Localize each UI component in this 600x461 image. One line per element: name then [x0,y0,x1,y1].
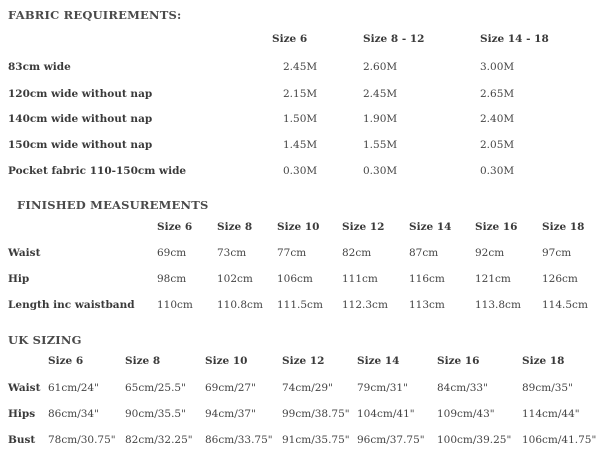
finished-row-label: Hip [8,273,30,285]
finished-cell: 92cm [475,247,505,259]
finished-cell: 112.3cm [342,299,388,311]
uk-cell: 94cm/37" [205,408,256,420]
fabric-header-size-6: Size 6 [272,33,308,45]
fabric-row-label: Pocket fabric 110-150cm wide [8,165,187,177]
uk-row-label: Waist [8,382,41,394]
uk-cell: 106cm/41.75" [522,434,597,446]
fabric-row-label: 83cm wide [8,61,71,73]
uk-row-label: Hips [8,408,36,420]
finished-cell: 102cm [217,273,253,285]
uk-header: Size 14 [357,355,400,367]
fabric-header-size-8-12: Size 8 - 12 [363,33,425,45]
finished-cell: 69cm [157,247,187,259]
uk-sizing-title: UK SIZING [8,333,82,347]
uk-cell: 84cm/33" [437,382,488,394]
fabric-requirements-title: FABRIC REQUIREMENTS: [8,8,182,22]
uk-header: Size 10 [205,355,248,367]
finished-cell: 106cm [277,273,313,285]
fabric-cell: 0.30M [480,165,515,177]
finished-header: Size 18 [542,221,585,233]
uk-cell: 89cm/35" [522,382,573,394]
fabric-row-label: 140cm wide without nap [8,113,153,125]
uk-cell: 86cm/33.75" [205,434,273,446]
uk-header: Size 6 [48,355,84,367]
finished-cell: 111cm [342,273,378,285]
finished-header: Size 6 [157,221,193,233]
uk-cell: 61cm/24" [48,382,99,394]
finished-cell: 73cm [217,247,247,259]
fabric-header-size-14-18: Size 14 - 18 [480,33,549,45]
fabric-cell: 2.60M [363,61,398,73]
uk-header: Size 16 [437,355,480,367]
finished-cell: 111.5cm [277,299,323,311]
uk-cell: 114cm/44" [522,408,580,420]
finished-cell: 126cm [542,273,578,285]
uk-cell: 86cm/34" [48,408,99,420]
fabric-cell: 2.15M [283,88,318,100]
finished-cell: 121cm [475,273,511,285]
fabric-cell: 1.90M [363,113,398,125]
uk-cell: 109cm/43" [437,408,495,420]
uk-cell: 69cm/27" [205,382,256,394]
finished-measurements-title: FINISHED MEASUREMENTS [17,198,209,212]
finished-header: Size 10 [277,221,320,233]
finished-cell: 110cm [157,299,193,311]
uk-cell: 104cm/41" [357,408,415,420]
finished-cell: 82cm [342,247,372,259]
finished-cell: 113.8cm [475,299,521,311]
finished-header: Size 12 [342,221,385,233]
fabric-row-label: 120cm wide without nap [8,88,153,100]
fabric-cell: 1.50M [283,113,318,125]
finished-header: Size 8 [217,221,253,233]
finished-header: Size 16 [475,221,518,233]
fabric-cell: 2.45M [283,61,318,73]
fabric-cell: 3.00M [480,61,515,73]
fabric-row-label: 150cm wide without nap [8,139,153,151]
fabric-cell: 2.65M [480,88,515,100]
uk-cell: 79cm/31" [357,382,408,394]
finished-cell: 97cm [542,247,572,259]
uk-cell: 100cm/39.25" [437,434,512,446]
uk-cell: 99cm/38.75" [282,408,350,420]
finished-cell: 87cm [409,247,439,259]
uk-cell: 74cm/29" [282,382,333,394]
fabric-cell: 1.55M [363,139,398,151]
uk-header: Size 18 [522,355,565,367]
uk-row-label: Bust [8,434,36,446]
uk-cell: 96cm/37.75" [357,434,425,446]
finished-row-label: Length inc waistband [8,299,135,311]
fabric-cell: 1.45M [283,139,318,151]
fabric-cell: 2.05M [480,139,515,151]
fabric-cell: 0.30M [283,165,318,177]
finished-cell: 110.8cm [217,299,263,311]
uk-cell: 65cm/25.5" [125,382,186,394]
fabric-cell: 0.30M [363,165,398,177]
uk-header: Size 12 [282,355,325,367]
finished-cell: 114.5cm [542,299,588,311]
fabric-cell: 2.40M [480,113,515,125]
uk-cell: 91cm/35.75" [282,434,350,446]
finished-row-label: Waist [8,247,41,259]
finished-cell: 116cm [409,273,445,285]
uk-header: Size 8 [125,355,161,367]
finished-cell: 113cm [409,299,445,311]
uk-cell: 90cm/35.5" [125,408,186,420]
finished-cell: 98cm [157,273,187,285]
finished-cell: 77cm [277,247,307,259]
fabric-cell: 2.45M [363,88,398,100]
uk-cell: 78cm/30.75" [48,434,116,446]
finished-header: Size 14 [409,221,452,233]
uk-cell: 82cm/32.25" [125,434,193,446]
